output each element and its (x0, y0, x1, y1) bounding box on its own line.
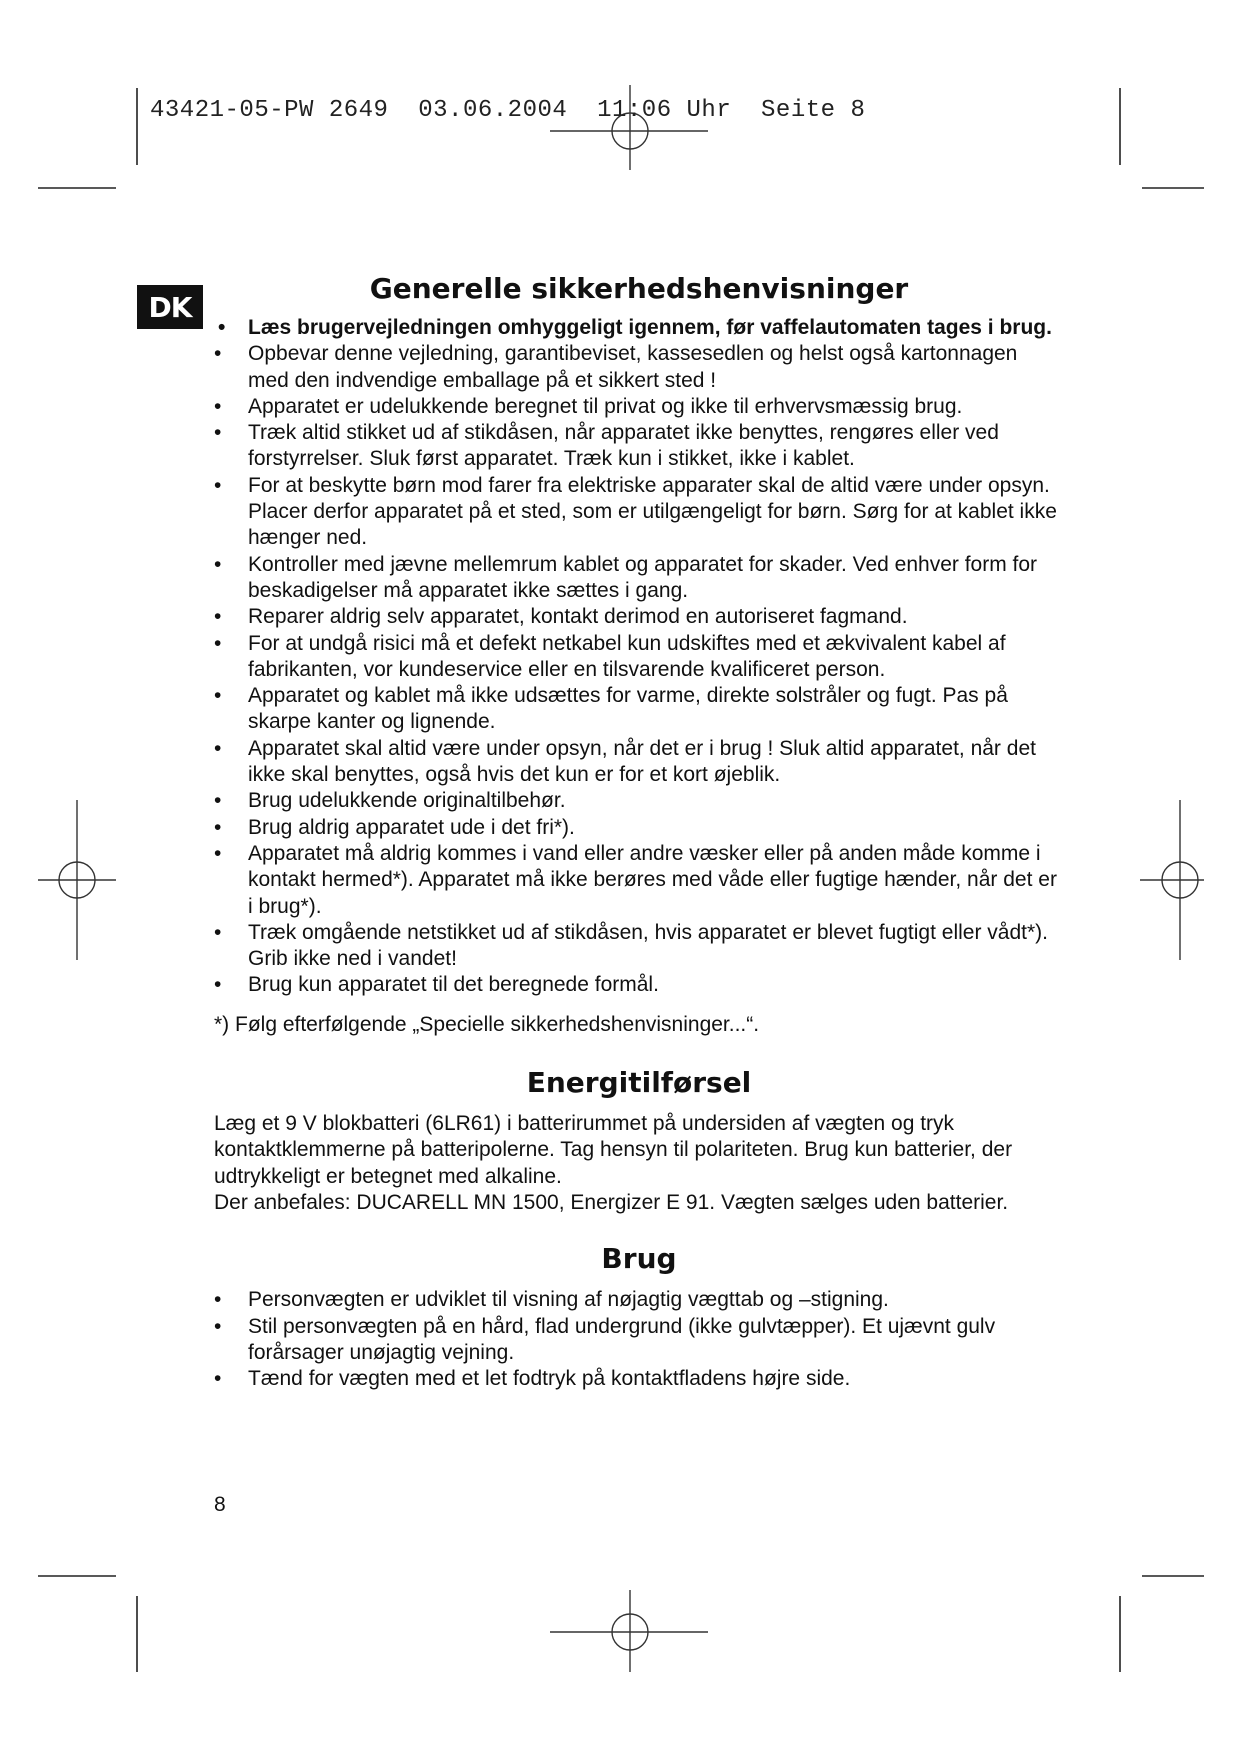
list-item: • Opbevar denne vejledning, garantibeviset, kassesedlen og helst også kartonnagen med den indvendige emballage på et sikkert sted ! (214, 341, 1064, 394)
list-item: • Læs brugervejledningen omhyggeligt igennem, før vaffelautomaten tages i brug. (214, 315, 1064, 341)
list-item: • Personvægten er udviklet til visning af nøjagtig vægttab og –stigning. (214, 1287, 1064, 1313)
list-item: • Reparer aldrig selv apparatet, kontakt derimod en autoriseret fagmand. (214, 604, 1064, 630)
print-header (150, 97, 865, 124)
power-paragraph: Læg et 9 V blokbatteri (6LR61) i batterirummet på undersiden af vægten og tryk kontaktklemmerne på batteripolerne. Tag hensyn til polariteten. Brug kun batterier, der udtrykkeligt er betegnet med alkaline. (214, 1112, 1013, 1188)
registration-mark-bottom (550, 1590, 708, 1672)
section-power (214, 1066, 1064, 1216)
list-item: • Brug aldrig apparatet ude i det fri*). (214, 815, 1064, 841)
print-page-label: Seite 8 (761, 97, 866, 124)
list-item: • Træk altid stikket ud af stikdåsen, når apparatet ikke benyttes, rengøres eller ved forstyrrelser. Sluk først apparatet. Træk kun i stikket, ikke i kablet. (214, 420, 1064, 473)
list-item: • Stil personvægten på en hård, flad undergrund (ikke gulvtæpper). Et ujævnt gulv forårsager unøjagtig vejning. (214, 1314, 1064, 1367)
print-date: 03.06.2004 (418, 97, 568, 124)
power-paragraph: Der anbefales: DUCARELL MN 1500, Energizer E 91. Vægten sælges uden batterier. (214, 1190, 1009, 1214)
registration-mark-left (38, 800, 116, 960)
list-item: • For at beskytte børn mod farer fra elektriske apparater skal de altid være under opsyn. Placer derfor apparatet på et sted, som er utilgængeligt for børn. Sørg for at kablet ikke hænger ned. (214, 473, 1064, 552)
list-item: • Kontroller med jævne mellemrum kablet og apparatet for skader. Ved enhver form for beskadigelser må apparatet ikke sættes i gang. (214, 552, 1064, 605)
list-item: • Apparatet er udelukkende beregnet til privat og ikke til erhvervsmæssig brug. (214, 394, 1064, 420)
list-item: • For at undgå risici må et defekt netkabel kun udskiftes med et ækvivalent kabel af fabrikanten, vor kundeservice eller en tilsvarende kvalificeret person. (214, 631, 1064, 684)
list-item: • Apparatet må aldrig kommes i vand eller andre væsker eller på anden måde komme i kontakt hermed*). Apparatet må ikke berøres med våde eller fugtige hænder, når det er i brug*). (214, 841, 1064, 920)
print-job-id: 43421-05-PW 2649 (150, 97, 389, 124)
section-usage (214, 1242, 1064, 1392)
usage-list (214, 1287, 1064, 1392)
page-content (214, 272, 1064, 1392)
list-item: • Apparatet skal altid være under opsyn, når det er i brug ! Sluk altid apparatet, når det ikke skal benyttes, også hvis det kun er for et kort øjeblik. (214, 736, 1064, 789)
section-title-usage: Brug (601, 1242, 677, 1276)
safety-list (214, 315, 1064, 999)
print-time: 11:06 Uhr (597, 97, 732, 124)
registration-mark-right (1140, 800, 1204, 960)
section-title-safety: Generelle sikkerhedshenvisninger (369, 272, 909, 305)
language-tab: DK (137, 285, 203, 329)
list-item: • Træk omgående netstikket ud af stikdåsen, hvis apparatet er blevet fugtigt eller vådt*). Grib ikke ned i vandet! (214, 920, 1064, 973)
list-item: • Brug kun apparatet til det beregnede formål. (214, 972, 1064, 998)
safety-footnote: *) Følg efterfølgende „Specielle sikkerhedshenvisninger...“. (214, 1012, 760, 1036)
list-item: • Brug udelukkende originaltilbehør. (214, 788, 1064, 814)
page-number: 8 (214, 1493, 226, 1516)
section-title-power: Energitilførsel (526, 1066, 752, 1100)
section-safety (214, 272, 1064, 1038)
list-item: • Apparatet og kablet må ikke udsættes for varme, direkte solstråler og fugt. Pas på skarpe kanter og lignende. (214, 683, 1064, 736)
list-item: • Tænd for vægten med et let fodtryk på kontaktfladens højre side. (214, 1366, 1064, 1392)
